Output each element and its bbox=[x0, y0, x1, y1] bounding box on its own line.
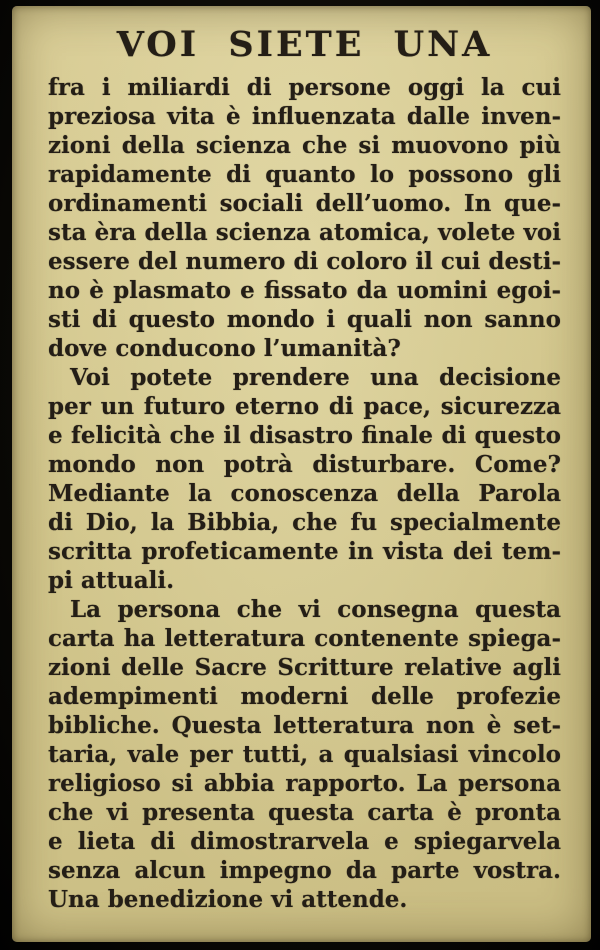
text-line: di Dio, la Bibbia, che fu specialmente bbox=[48, 509, 561, 536]
text-line: senza alcun impegno da parte vostra. bbox=[48, 857, 561, 884]
text-line: zioni delle Sacre Scritture relative agli bbox=[48, 654, 561, 681]
text-line: dove conducono l’umanità? bbox=[48, 335, 401, 362]
text-line: religioso si abbia rapporto. La persona bbox=[48, 770, 561, 797]
text-line: preziosa vita è influenzata dalle inven- bbox=[48, 103, 561, 130]
text-line: pi attuali. bbox=[48, 567, 175, 594]
text-line: sta èra della scienza atomica, volete voi bbox=[48, 219, 561, 246]
text-line: Una benedizione vi attende. bbox=[48, 886, 408, 913]
text-line: fra i miliardi di persone oggi la cui bbox=[48, 74, 561, 101]
text-line: e lieta di dimostrarvela e spiegarvela bbox=[48, 828, 561, 855]
text-line: sti di questo mondo i quali non sanno bbox=[48, 306, 561, 333]
text-line: scritta profeticamente in vista dei tem- bbox=[48, 538, 561, 565]
text-line: e felicità che il disastro finale di questo bbox=[48, 422, 561, 449]
text-line: taria, vale per tutti, a qualsiasi vincolo bbox=[48, 741, 561, 768]
page-title: VOI SIETE UNA bbox=[116, 24, 493, 65]
text-line: che vi presenta questa carta è pronta bbox=[48, 799, 561, 826]
text-line: rapidamente di quanto lo possono gli bbox=[48, 161, 561, 188]
text-line: essere del numero di coloro il cui desti- bbox=[48, 248, 561, 275]
text-line: ordinamenti sociali dell’uomo. In que- bbox=[48, 190, 561, 217]
text-line: Mediante la conoscenza della Parola bbox=[48, 480, 561, 507]
text-line: bibliche. Questa letteratura non è set- bbox=[48, 712, 561, 739]
paper-card bbox=[12, 6, 591, 942]
text-line: carta ha letteratura contenente spiega- bbox=[48, 625, 561, 652]
text-line: zioni della scienza che si muovono più bbox=[48, 132, 561, 159]
text-line: no è plasmato e fissato da uomini egoi- bbox=[48, 277, 561, 304]
text-line: mondo non potrà disturbare. Come? bbox=[48, 451, 561, 478]
text-line: per un futuro eterno di pace, sicurezza bbox=[48, 393, 561, 420]
document-body bbox=[48, 73, 561, 914]
text-line: La persona che vi consegna questa bbox=[70, 596, 561, 623]
text-line: Voi potete prendere una decisione bbox=[70, 364, 561, 391]
text-line: adempimenti moderni delle profezie bbox=[48, 683, 561, 710]
